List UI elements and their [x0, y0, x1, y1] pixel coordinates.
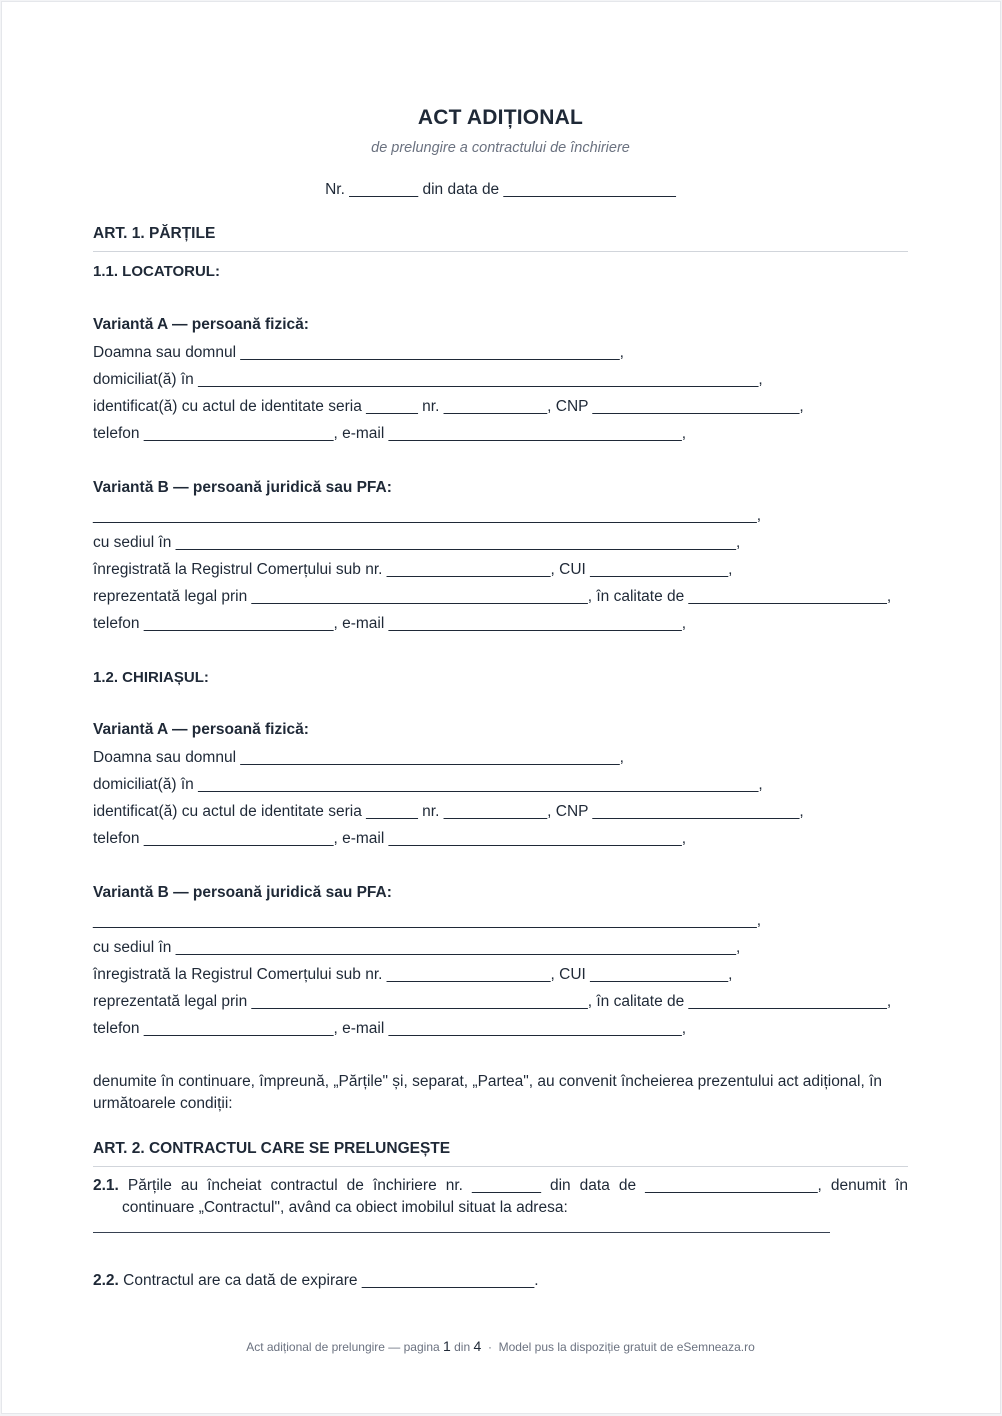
parties-closing-paragraph: denumite în continuare, împreună, „Părțile" și, separat, „Partea", au convenit încheierea prezentului act adițional, în următoarele condiții:	[93, 1073, 883, 1112]
document-page	[1, 1, 1001, 1414]
locator-b-contact-field[interactable]: telefon ______________________, e-mail __________________________________,	[93, 615, 687, 632]
chirias-b-registry-field[interactable]: înregistrată la Registrul Comerțului sub nr. ___________________, CUI ________________,	[93, 966, 733, 983]
footer-label: Act adițional de prelungire — pagina	[246, 1340, 443, 1354]
locator-b-company-field[interactable]: _____________________________________________________________________________,	[93, 507, 762, 524]
locator-b-registry-field[interactable]: înregistrată la Registrul Comerțului sub nr. ___________________, CUI ________________,	[93, 561, 733, 578]
locator-heading: 1.1. LOCATORUL:	[93, 263, 220, 280]
chirias-variant-b-heading: Variantă B — persoană juridică sau PFA:	[93, 884, 392, 901]
footer-of: din	[450, 1340, 474, 1354]
number-date-line: Nr. ________ din data de ____________________	[325, 181, 676, 198]
clause-2-1-number: 2.1.	[93, 1177, 119, 1194]
footer-page-number: 1	[443, 1338, 451, 1354]
chirias-a-id-field[interactable]: identificat(ă) cu actul de identitate seria ______ nr. ____________, CNP ________________________,	[93, 803, 804, 820]
chirias-b-representative-field[interactable]: reprezentată legal prin _______________________________________, în calitate de _______________________,	[93, 993, 892, 1010]
document-title: ACT ADIȚIONAL	[417, 106, 584, 129]
footer-separator: ·	[481, 1340, 499, 1354]
art2-heading: ART. 2. CONTRACTUL CARE SE PRELUNGEȘTE	[93, 1140, 908, 1167]
chirias-a-name-field[interactable]: Doamna sau domnul ____________________________________________,	[93, 749, 624, 766]
chirias-heading: 1.2. CHIRIAȘUL:	[93, 669, 209, 686]
chirias-a-domicile-field[interactable]: domiciliat(ă) în _________________________________________________________________,	[93, 776, 763, 793]
page-footer	[93, 1338, 908, 1354]
clause-2-2-text[interactable]: Contractul are ca dată de expirare ____________________.	[118, 1272, 539, 1289]
chirias-b-seat-field[interactable]: cu sediul în _________________________________________________________________,	[93, 939, 741, 956]
clause-2-1	[93, 1175, 908, 1219]
chirias-a-contact-field[interactable]: telefon ______________________, e-mail __________________________________,	[93, 830, 687, 847]
clause-2-2	[93, 1270, 908, 1292]
footer-page-total: 4	[473, 1338, 482, 1354]
locator-variant-a-heading: Variantă A — persoană fizică:	[93, 316, 309, 333]
chirias-variant-a-heading: Variantă A — persoană fizică:	[93, 721, 309, 738]
locator-a-name-field[interactable]: Doamna sau domnul ____________________________________________,	[93, 344, 624, 361]
document-subtitle: de prelungire a contractului de închiriere	[371, 140, 630, 156]
chirias-b-contact-field[interactable]: telefon ______________________, e-mail __________________________________,	[93, 1020, 687, 1037]
locator-b-representative-field[interactable]: reprezentată legal prin _______________________________________, în calitate de _______________________,	[93, 588, 892, 605]
locator-b-seat-field[interactable]: cu sediul în _________________________________________________________________,	[93, 534, 741, 551]
clause-2-2-number: 2.2.	[93, 1272, 119, 1289]
clause-2-1-text[interactable]: Părțile au încheiat contractul de închiriere nr. ________ din data de ____________________, denumit în continuare „Contractul", având ca obiect imobilul situat la adresa:	[118, 1177, 908, 1216]
address-blank-line[interactable]	[93, 1232, 830, 1233]
locator-variant-b-heading: Variantă B — persoană juridică sau PFA:	[93, 479, 392, 496]
chirias-b-company-field[interactable]: _____________________________________________________________________________,	[93, 912, 762, 929]
locator-a-id-field[interactable]: identificat(ă) cu actul de identitate seria ______ nr. ____________, CNP ________________________,	[93, 398, 804, 415]
art1-heading: ART. 1. PĂRȚILE	[93, 225, 908, 252]
locator-a-domicile-field[interactable]: domiciliat(ă) în _________________________________________________________________,	[93, 371, 763, 388]
locator-a-contact-field[interactable]: telefon ______________________, e-mail __________________________________,	[93, 425, 687, 442]
footer-credit: Model pus la dispoziție gratuit de eSemneaza.ro	[498, 1340, 755, 1354]
